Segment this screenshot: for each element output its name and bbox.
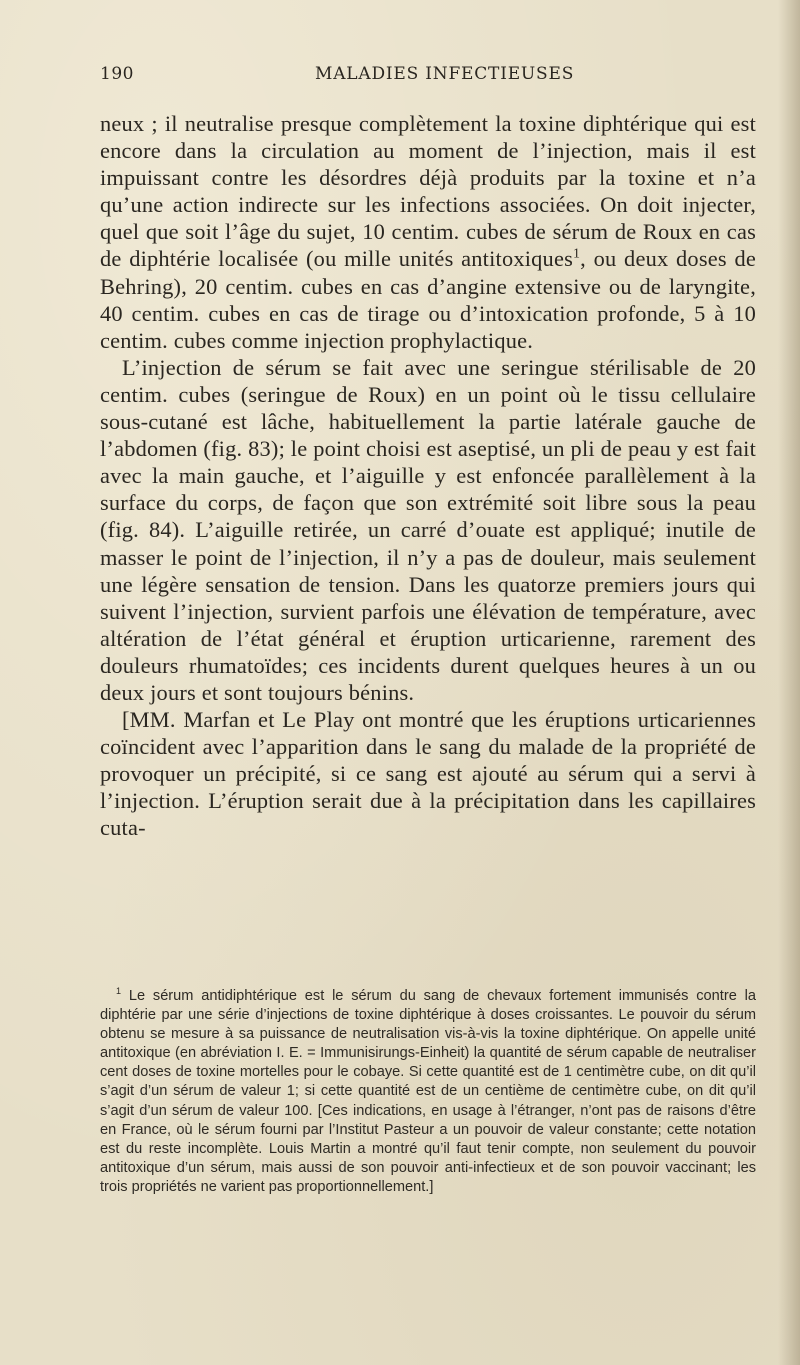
paragraph-1-continuation: , ou deux doses de Behring), 20 centim. cubes en cas d’angine extensive ou de laryngite, 40 centim. cubes en cas de tirage ou d’intoxication profonde, 5 à 10 centim. cubes comme injection prophylactique. [100, 246, 756, 353]
footnote-text: Le sérum antidiphtérique est le sérum du sang de chevaux fortement immunisés contre la diphtérie par une série d’injections de toxine diphtérique à doses croissantes. Le pouvoir du sérum obtenu se mesure à sa puissance de neutralisation vis-à-vis la toxine diphtérique. On appelle unité antitoxique (en abréviation I. E. = Immunisirungs-Einheit) la quantité de sérum capable de neutraliser cent doses de toxine mortelles pour le cobaye. Si cette quantité est de 1 centimètre cube, on dit qu’il s’agit d’un sérum de valeur 1; si cette quantité est de un centième de centimètre cube, on dit qu’il s’agit d’un sérum de valeur 100. [Ces indications, en usage à l’étranger, n’ont pas de raisons d’être en France, où le sérum fourni par l’Institut Pasteur a un pouvoir de valeur constante; cette notation est du reste incomplète. Louis Martin a montré qu’il faut tenir compte, non seulement du pouvoir antitoxique d’un sérum, mais aussi de son pouvoir anti-infectieux et de son pouvoir vaccinant; les trois propriétés ne varient pas proportionnellement.] [100, 988, 756, 1195]
footnote-section [100, 987, 756, 1197]
footnote-marker: 1 [116, 986, 122, 997]
page-number: 190 [100, 64, 134, 84]
paragraph-1 [100, 110, 756, 354]
running-title: MALADIES INFECTIEUSES [315, 64, 575, 84]
page-edge-shadow [778, 0, 800, 1365]
paragraph-1-text: neux ; il neutralise presque complètement la toxine diphtérique qui est encore dans la circulation au moment de l’injection, mais il est impuissant contre les désordres déjà produits par la toxine et n’a qu’une action indirecte sur les infections associées. On doit injecter, quel que soit l’âge du sujet, 10 centim. cubes de sérum de Roux en cas de diphtérie localisée (ou mille unités antitoxiques [100, 111, 756, 272]
paragraph-3: [MM. Marfan et Le Play ont montré que les éruptions urticariennes coïncident avec l’apparition dans le sang du malade de la propriété de provoquer un précipité, si ce sang est ajouté au sérum qui a servi à l’injection. L’éruption serait due à la précipitation dans les capillaires cuta- [100, 707, 756, 841]
footnote-reference: 1 [573, 247, 581, 262]
paragraph-2: L’injection de sérum se fait avec une seringue stérilisable de 20 centim. cubes (seringue de Roux) en un point où le tissu cellulaire sous-cutané est lâche, habituellement la partie latérale gauche de l’abdomen (fig. 83); le point choisi est aseptisé, un pli de peau y est fait avec la main gauche, et l’aiguille y est enfoncée parallèlement à la surface du corps, de façon que son extrémité soit libre sous la peau (fig. 84). L’aiguille retirée, un carré d’ouate est appliqué; inutile de masser le point de l’injection, il n’y a pas de douleur, mais seulement une légère sensation de tension. Dans les quatorze premiers jours qui suivent l’injection, survient parfois une élévation de température, avec altération de l’état général et éruption urticarienne, rarement des douleurs rhumatoïdes; ces incidents durent quelques heures à un ou deux jours et sont toujours bénins. [100, 354, 756, 705]
page-header [100, 64, 756, 88]
footnote-1 [100, 987, 756, 1197]
main-text [100, 110, 756, 842]
